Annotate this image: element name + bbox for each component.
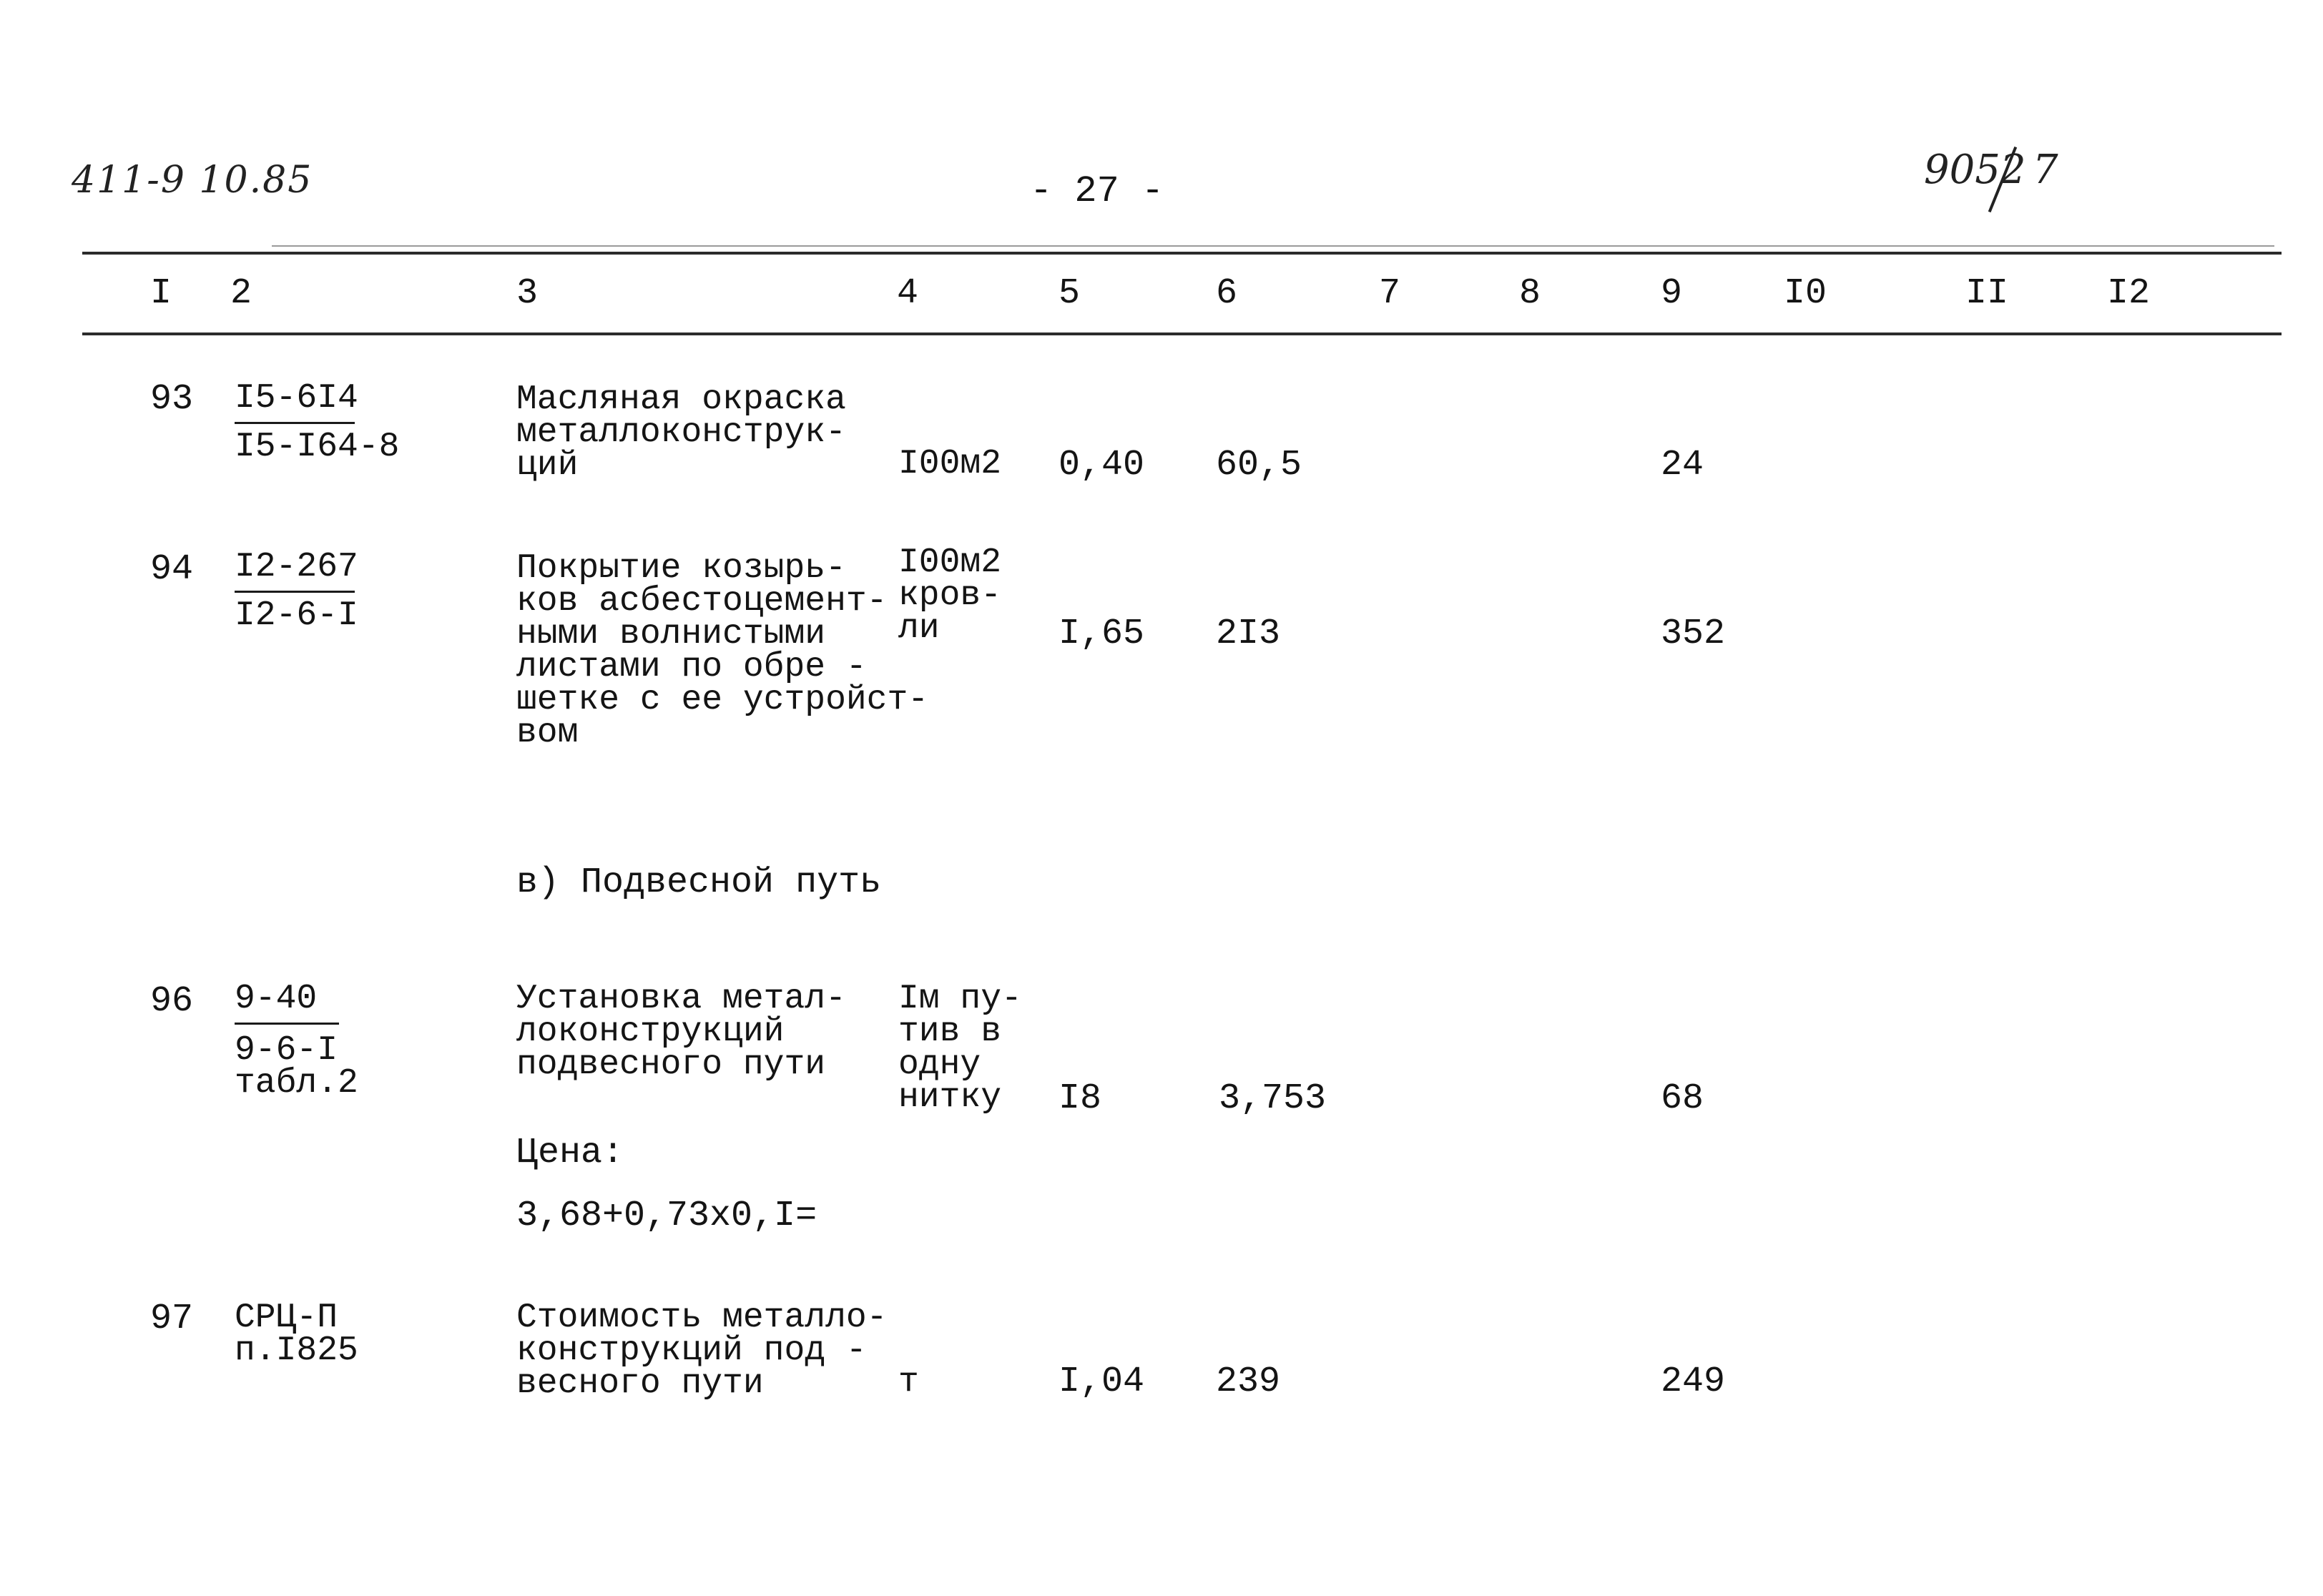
total-cost: 68 — [1661, 1078, 1704, 1119]
unit-price: 3,753 — [1219, 1078, 1327, 1119]
norm-code-divider — [235, 1023, 339, 1025]
header-rule-faint — [272, 245, 2274, 247]
column-header-8: 8 — [1519, 273, 1541, 314]
page-number: - 27 - — [1030, 170, 1164, 212]
row-number: 93 — [150, 379, 194, 420]
norm-code-top: I2-267 — [235, 548, 358, 586]
price-formula: 3,68+0,73х0,I= — [516, 1196, 817, 1236]
sheet-reference-right: 7 — [2033, 147, 2058, 193]
column-header-12: I2 — [2107, 273, 2151, 314]
price-label: Цена: — [516, 1133, 624, 1173]
norm-code-top: СРЦ-П — [235, 1299, 338, 1337]
header-bottom-rule — [82, 332, 2282, 335]
work-description: Стоимость металло- конструкций под - весного пути — [516, 1299, 888, 1403]
column-header-6: 6 — [1216, 273, 1238, 314]
unit-of-measure: I00м2 кров- ли — [898, 543, 1002, 648]
header-top-rule — [82, 252, 2282, 255]
row-number: 97 — [150, 1299, 194, 1339]
document-code: 411-9 10.85 — [72, 159, 313, 202]
column-header-5: 5 — [1059, 273, 1081, 314]
work-description: Покрытие козырь- ков асбестоцемент- ными волнистыми листами по обре - шетке с ее устройст- вом — [516, 549, 929, 752]
column-header-2: 2 — [230, 273, 252, 314]
column-header-7: 7 — [1379, 273, 1401, 314]
unit-of-measure: I00м2 — [898, 445, 1002, 483]
work-description: Масляная окраска металлоконструк- ций — [516, 380, 846, 485]
norm-code-top: 9-40 — [235, 980, 318, 1018]
norm-code-divider — [235, 591, 355, 593]
quantity: I,65 — [1059, 614, 1145, 654]
unit-of-measure: т — [898, 1363, 919, 1402]
unit-price: 60,5 — [1216, 445, 1302, 486]
norm-code-top: I5-6I4 — [235, 379, 358, 418]
norm-code-bottom: I5-I64-8 — [235, 428, 400, 466]
column-header-9: 9 — [1661, 273, 1683, 314]
row-number: 96 — [150, 981, 194, 1022]
column-header-11: II — [1965, 273, 2009, 314]
unit-price: 2I3 — [1216, 614, 1281, 654]
norm-code-divider — [235, 422, 355, 424]
norm-code-bottom: п.I825 — [235, 1331, 358, 1370]
norm-code-bottom: I2-6-I — [235, 596, 358, 635]
sheet-reference-left: 9052 — [1924, 147, 2026, 193]
section-title: в) Подвесной путь — [516, 862, 882, 903]
total-cost: 249 — [1661, 1361, 1726, 1402]
column-header-10: I0 — [1784, 273, 1827, 314]
unit-price: 239 — [1216, 1361, 1281, 1402]
total-cost: 352 — [1661, 614, 1726, 654]
column-header-1: I — [150, 273, 172, 314]
quantity: I8 — [1059, 1078, 1102, 1119]
total-cost: 24 — [1661, 445, 1704, 486]
work-description: Установка метал- локонструкций подвесного пути — [516, 980, 846, 1084]
column-header-3: 3 — [516, 273, 539, 314]
quantity: I,04 — [1059, 1361, 1145, 1402]
column-header-4: 4 — [897, 273, 919, 314]
quantity: 0,40 — [1059, 445, 1145, 486]
row-number: 94 — [150, 549, 194, 590]
norm-code-bottom: 9-6-I табл.2 — [235, 1031, 358, 1103]
unit-of-measure: Iм пу- тив в одну нитку — [898, 980, 1022, 1117]
